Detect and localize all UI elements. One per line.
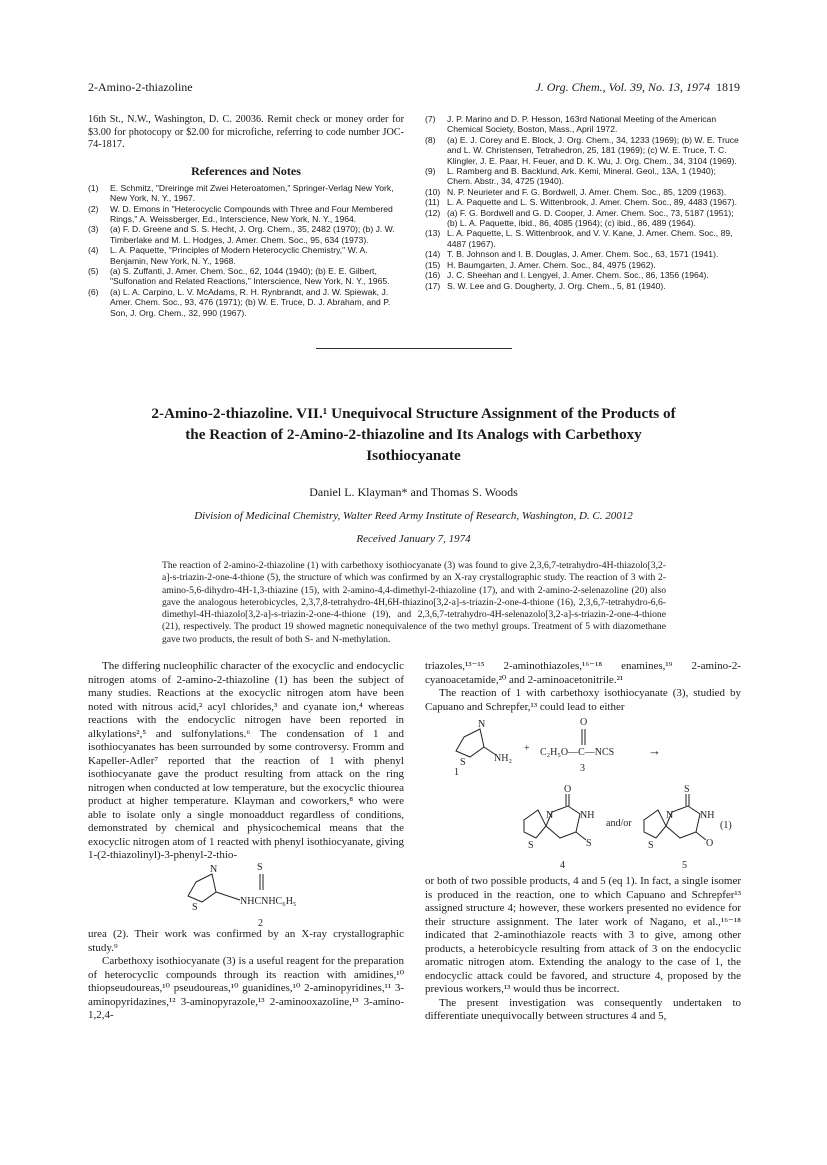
reagent-formula: C₂H₅O—C—NCS [540,747,615,758]
right-top-column [425,114,741,291]
structure-2-s-top: S [257,862,263,873]
reference-text: L. Ramberg and B. Backlund, Ark. Kemi, Mineral. Geol., 13A, 1 (1940); Chem. Abstr., 34, 4725 (1940). [447,166,716,187]
structure-2-label: 2 [258,918,263,929]
journal-citation: J. Org. Chem., Vol. 39, No. 13, 1974 [535,80,710,94]
reference-number: (4) [88,245,99,256]
reference-item [425,166,741,187]
compound-1-label: 1 [454,767,459,777]
paragraph-triazoles: triazoles,¹³⁻¹⁵ 2-aminothiazoles,¹⁶⁻¹⁸ enamines,¹⁹ 2-amino-2-cyanoacetamide,²⁰ and 2-aminoacetonitrile.²¹ [425,660,741,686]
left-top-column [88,114,404,318]
reference-text: E. Schmitz, "Dreiringe mit Zwei Heteroatomen," Springer-Verlag New York, New York, N. Y., 1967. [110,182,394,204]
reference-text: J. C. Sheehan and I. Lengyel, J. Amer. Chem. Soc., 86, 1356 (1964). [447,270,709,281]
reagent-oxygen: O [580,717,588,728]
reference-number: (15) [425,259,441,270]
reference-number: (5) [88,266,99,277]
structure-2-s-ring: S [192,902,198,913]
compound-5-n: N [666,810,674,821]
reference-item [425,135,741,166]
paragraph-thiourea-confirmation: urea (2). Their work was confirmed by an X-ray crystallographic study.⁹ [88,928,404,954]
reference-item [425,228,741,249]
article-title: 2-Amino-2-thiazoline. VII.¹ Unequivocal Structure Assignment of the Products of the Reaction of 2-Amino-2-thiazoline and Its Analogs with Carbethoxy Isothiocyanate [151,405,676,464]
compound-1-nh2: NH₂ [494,753,512,764]
reference-text: L. A. Paquette, "Principles of Modern Heterocyclic Chemistry," W. A. Benjamin, New York, N. Y., 1968. [110,245,368,266]
and-or-label: and/or [606,818,632,829]
body-left-part-2 [88,928,404,1023]
references-heading: References and Notes [191,163,301,178]
reference-text: (a) F. D. Greene and S. S. Hecht, J. Org. Chem., 35, 2482 (1970); (b) J. W. Timberlake and M. L. Hodges, J. Amer. Chem. Soc., 95, 634 (1973). [110,224,395,245]
reaction-arrow: → [648,743,661,758]
reference-text: W. D. Emons in "Heterocyclic Compounds with Three and Four Membered Rings," A. Weissberger, Ed., Interscience, New York, N. Y., 1964. [110,203,393,224]
reference-number: (17) [425,280,441,291]
compound-5-s-ring: S [648,840,654,851]
reference-item [88,245,404,266]
compound-4-s-exo: S [586,838,592,849]
references-list-left [88,183,404,318]
reference-number: (2) [88,203,99,214]
body-right-part-1 [425,660,741,714]
body-left-part-1 [88,660,404,863]
reaction-scheme [448,715,738,777]
reference-item [88,266,404,287]
supplementary-material-note: 16th St., N.W., Washington, D. C. 20036. Remit check or money order for $3.00 for photocopy or $2.00 for microfiche, referring to code number JOC-74-1817. [88,114,404,151]
reference-text: N. P. Neurieter and F. G. Bordwell, J. Amer. Chem. Soc., 85, 1209 (1963). [447,186,727,197]
running-header-left: 2-Amino-2-thiazoline [88,80,193,94]
reference-number: (7) [425,114,436,124]
reference-number: (11) [425,197,440,208]
reference-text: S. W. Lee and G. Dougherty, J. Org. Chem., 5, 81 (1940). [447,280,666,291]
reference-text: J. P. Marino and D. P. Hesson, 163rd National Meeting of the American Chemical Society, Boston, Mass., April 1972. [447,114,717,135]
equation-number: (1) [720,820,732,831]
compound-4-n: N [546,810,554,821]
compound-4-s-ring: S [528,840,534,851]
reference-number: (6) [88,286,99,297]
compound-5-s: S [684,784,690,795]
article-authors: Daniel L. Klayman* and Thomas S. Woods [309,485,518,499]
structure-2-group: NHCNHC₆H₅ [240,896,297,907]
paragraph-carbethoxy: Carbethoxy isothiocyanate (3) is a useful reagent for the preparation of heterocyclic compounds through its reaction with amidines,¹⁰ thiopseudoureas,¹⁰ pseudoureas,¹⁰ guanidines,¹⁰ 2-aminopyridines,¹¹ 3-aminopyridazines,¹² 3-aminopyrazole,¹³ 2-aminooxazoline,¹³ 3-amino-1,2,4- [88,955,404,1021]
reference-item [425,281,741,291]
reference-item [425,260,741,270]
reference-number: (9) [425,166,436,177]
section-divider [316,348,512,349]
compound-1-s: S [460,757,466,768]
products-scheme [520,780,742,872]
paragraph-reaction-intro: The reaction of 1 with carbethoxy isothiocyanate (3), studied by Capuano and Schrepfer,¹³ could lead to either [425,687,741,713]
reference-number: (13) [425,228,441,239]
structure-2-n: N [210,864,218,875]
article-affiliation: Division of Medicinal Chemistry, Walter Reed Army Institute of Research, Washington, D. C. 20012 [194,510,633,522]
reference-number: (16) [425,270,441,281]
reference-item [88,204,404,225]
paragraph-products: or both of two possible products, 4 and 5 (eq 1). In fact, a single isomer is produced in the reaction, one to which Capuano and Schrepfer¹³ assigned structure 4; however, these workers presented no evidence for their structure assignment. The later work of Nagano, et al.,¹⁶⁻¹⁸ indicated that 2-aminothiazole reacts with 3 to give, among other products, a heterobicycle resulting from attack of 3 on the endocyclic aromatic nitrogen atom. Extending the analogy to the case of 1, the endocyclic attack could be favored, and structure 4, proposed by the previous workers,¹³ would thus be incorrect. [425,875,741,995]
running-header-right [500,80,740,95]
compound-3-label: 3 [580,763,585,774]
reference-text: (a) E. J. Corey and E. Block, J. Org. Chem., 34, 1233 (1969); (b) W. E. Truce and L. W. Christensen, Tetrahedron, 25, 181 (1969); (c) W. E. Truce, T. C. Klingler, J. E. Paar, H. Feuer, and D. K. Wu, J. Org. Chem., 34, 3104 (1969). [447,134,739,166]
reference-text: (a) F. G. Bordwell and G. D. Cooper, J. Amer. Chem. Soc., 73, 5187 (1951); (b) L. A. Paquette, ibid., 86, 4085 (1964); (c) ibid., 86, 489 (1964). [447,207,734,229]
compound-5-nh: NH [700,810,715,821]
reference-number: (14) [425,249,441,260]
reference-item [425,114,741,135]
structure-2-thiourea [180,860,340,932]
reference-text: (a) S. Zuffanti, J. Amer. Chem. Soc., 62, 1044 (1940); (b) E. E. Gilbert, "Sulfonation and Related Reactions," Interscience, New York, N. Y., 1965. [110,266,390,287]
reference-number: (12) [425,207,441,218]
plus-sign: + [524,743,530,754]
reference-item [88,224,404,245]
reference-item [88,287,404,318]
page-number: 1819 [716,80,740,94]
reference-text: T. B. Johnson and I. B. Douglas, J. Amer. Chem. Soc., 63, 1571 (1941). [447,249,719,260]
reference-item [425,197,741,207]
reference-item [425,187,741,197]
reference-item [88,183,404,204]
paragraph-present-investigation: The present investigation was consequently undertaken to differentiate unequivocally between structures 4 and 5, [425,996,741,1022]
compound-4-nh: NH [580,810,595,821]
compound-1-n: N [478,719,486,730]
reference-number: (1) [88,182,99,193]
reference-text: L. A. Paquette and L. S. Wittenbrook, J. Amer. Chem. Soc., 89, 4483 (1967). [447,197,737,208]
reference-number: (10) [425,186,441,197]
reference-item [425,208,741,229]
received-date: Received January 7, 1974 [356,533,471,545]
reference-text: (a) L. A. Carpino, L. V. McAdams, R. H. Rynbrandt, and J. W. Spiewak, J. Amer. Chem. Soc., 93, 476 (1971); (b) W. E. Truce, D. J. Abraham, and P. Son, J. Org. Chem., 32, 990 (1967). [110,286,391,318]
reference-item [425,270,741,280]
abstract: The reaction of 2-amino-2-thiazoline (1) with carbethoxy isothiocyanate (3) was found to give 2,3,6,7-tetrahydro-4H-thiazolo[3,2-a]-s-triazin-2-one-4-thione (5), the structure of which was confirmed by an X-ray crystallographic study. The reaction of 3 with 2-amino-5,6-dihydro-4H-1,3-thiazine (15), with 2-amino-4,4-dimethyl-2-thiazoline (17), and with 2-amino-2-selenazoline (20) also gave the analogous heterobicycles, 2,3,7,8-tetrahydro-4H,6H-thiazino[3,2-a]-s-triazin-2-one-4-thione (16), 2,3,6,7-tetrahydro-6,6-dimethyl-4H-thiazolo[3,2-a]-s-triazin-2-one-4-thione (19), and 2,3,6,7-tetrahydro-4H-selenazolo[3,2-a]-s-triazin-2-one-4-thione (21), respectively. The product 19 showed magnetic nonequivalence of the two methyl groups. Treatment of 5 with diazomethane gave two products, the result of both S- and N-methylation. [162,560,666,645]
compound-5-o: O [706,838,714,849]
reference-text: L. A. Paquette, L. S. Wittenbrook, and V. V. Kane, J. Amer. Chem. Soc., 89, 4487 (1967). [447,228,733,249]
reference-number: (3) [88,224,99,235]
compound-4-label: 4 [560,860,565,871]
references-list-right [425,114,741,291]
reference-item [425,249,741,259]
reference-number: (8) [425,134,436,145]
reference-text: H. Baumgarten, J. Amer. Chem. Soc., 84, 4975 (1962). [447,259,656,270]
compound-4-o: O [564,784,572,795]
paragraph-intro: The differing nucleophilic character of the exocyclic and endocyclic nitrogen atoms of 2-amino-2-thiazoline (1) has been the subject of many studies. Reactions at the exocyclic nitrogen atom have been noted with nitrous acid,² acyl chlorides,³ and cyanate ion,⁴ whereas reactions with the endocyclic nitrogen have been reported in alkylations²,⁵ and sulfonylations.⁶ The condensation of 1 and isothiocyanates has been surrounded by some controversy. Fromm and Kapeller-Adler⁷ reported that the reaction of 1 with phenyl isothiocyanate gave the product resulting from attack on the ring nitrogen when conducted at low temperature, but the exocyclic thiourea product at higher temperature. Klayman and coworkers,⁸ who were able to isolate only a single monoadduct regardless of conditions, demonstrated by chemical and physicochemical means that the exocyclic nitrogen atom of 1 reacted with phenyl isothiocyanate, giving 1-(2-thiazolinyl)-3-phenyl-2-thio- [88,660,404,861]
body-right-part-2 [425,875,741,1024]
compound-5-label: 5 [682,860,687,871]
